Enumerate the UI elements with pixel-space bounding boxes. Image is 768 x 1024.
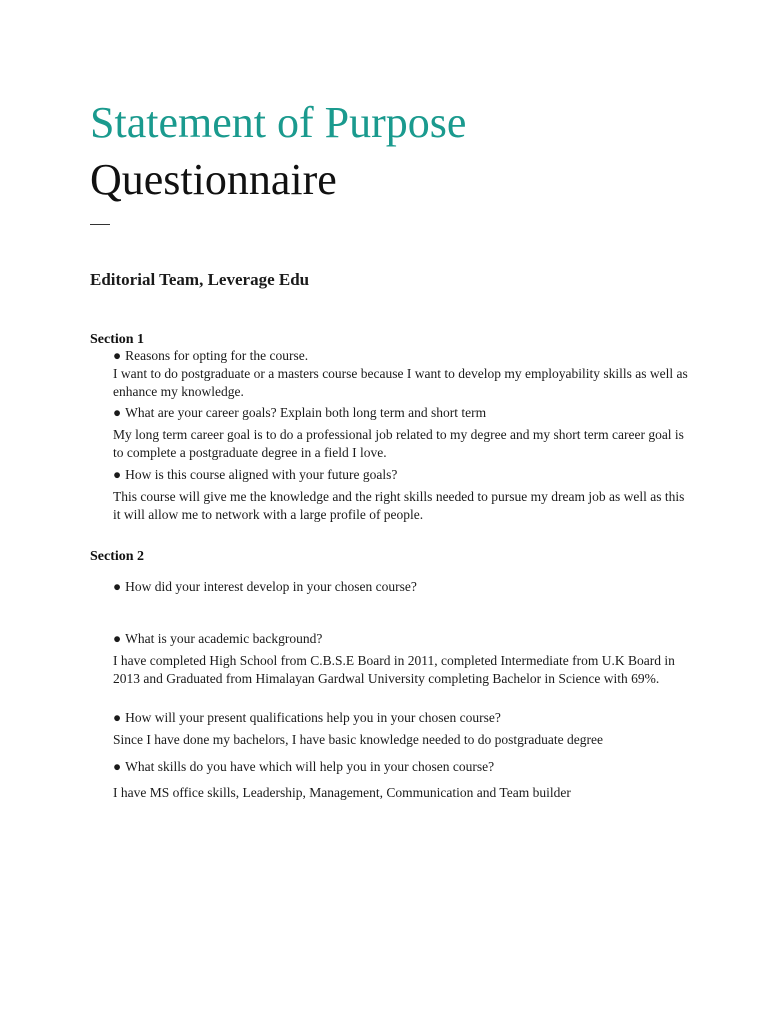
- bullet-icon: ●: [113, 467, 122, 482]
- section-heading: Section 2: [90, 549, 145, 564]
- title-divider: [90, 224, 110, 225]
- question-text: ● What are your career goals? Explain both long term and short term: [113, 405, 487, 420]
- bullet-icon: ●: [113, 405, 122, 420]
- question-text: ● How did your interest develop in your chosen course?: [113, 579, 417, 594]
- bullet-icon: ●: [113, 631, 122, 646]
- document-title: Statement of Purpose: [90, 98, 467, 147]
- answer-text: I want to do postgraduate or a masters course because I want to develop my employability skills as well as enhance my knowledge.: [113, 366, 688, 399]
- question-item: [113, 709, 693, 749]
- answer-text: I have completed High School from C.B.S.E Board in 2011, completed Intermediate from U.K Board in 2013 and Graduated from Himalayan Gardwal University completing Bachelor in Science with 69%.: [113, 653, 675, 686]
- question-text: ● What is your academic background?: [113, 631, 323, 646]
- bullet-icon: ●: [113, 710, 122, 725]
- section-heading: Section 1: [90, 332, 145, 347]
- document-subtitle: Questionnaire: [90, 155, 337, 204]
- answer-text: I have MS office skills, Leadership, Management, Communication and Team builder: [113, 785, 571, 800]
- question-text: ● Reasons for opting for the course.: [113, 348, 309, 363]
- question-item: [113, 578, 693, 596]
- question-item: [113, 404, 693, 462]
- question-text: ● How is this course aligned with your future goals?: [113, 467, 398, 482]
- answer-text: Since I have done my bachelors, I have basic knowledge needed to do postgraduate degree: [113, 732, 603, 747]
- question-text: ● How will your present qualifications help you in your chosen course?: [113, 710, 501, 725]
- question-item: [113, 466, 693, 524]
- question-item: [113, 347, 693, 401]
- bullet-icon: ●: [113, 348, 122, 363]
- answer-text: My long term career goal is to do a professional job related to my degree and my short term career goal is to complete a postgraduate degree in a field I love.: [113, 427, 684, 460]
- author-byline: Editorial Team, Leverage Edu: [90, 270, 310, 289]
- bullet-icon: ●: [113, 759, 122, 774]
- question-item: [113, 630, 693, 688]
- answer-text: This course will give me the knowledge and the right skills needed to pursue my dream job as well as this it will allow me to network with a large profile of people.: [113, 489, 685, 522]
- bullet-icon: ●: [113, 579, 122, 594]
- question-text: ● What skills do you have which will help you in your chosen course?: [113, 759, 495, 774]
- question-item: [113, 758, 693, 802]
